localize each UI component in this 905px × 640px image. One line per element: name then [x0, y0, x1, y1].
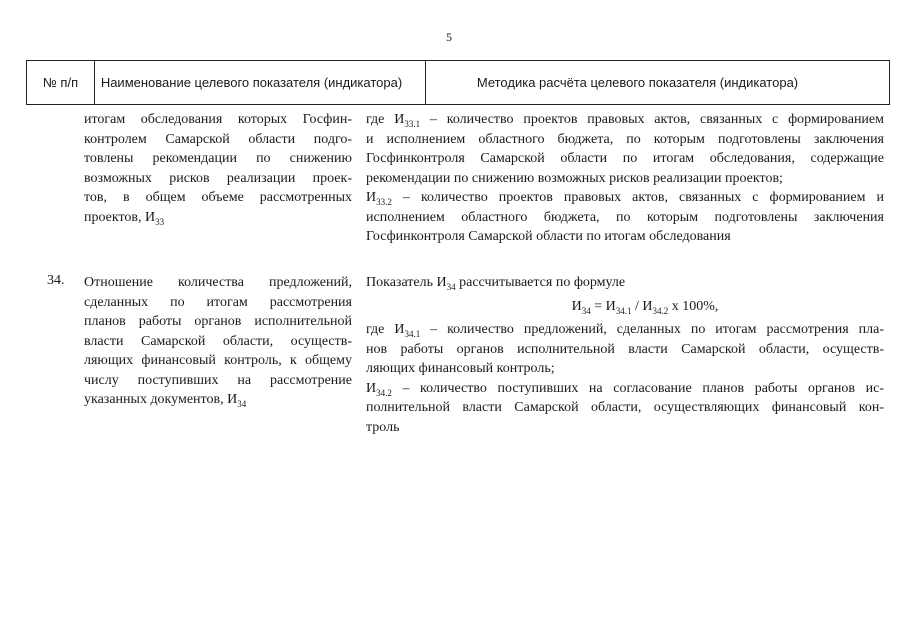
row34-method	[366, 273, 884, 437]
formula: $И_{34} = И_{34.1} / И_{34.2}$ х 100%,	[571, 298, 719, 316]
text-line: полнительной власти Самарской области, осуществляющих финансовый кон-	[366, 400, 884, 415]
text-line: товлены рекомендации по снижению	[84, 151, 352, 166]
text-line: Показатель $И_{34}$ рассчитывается по формуле	[366, 275, 626, 292]
header-col-indicator-name: Наименование целевого показателя (индикатора)	[78, 61, 426, 104]
text-line: итогам обследования которых Госфин-	[84, 112, 352, 127]
text-line: $И_{33.2}$ – количество проектов правовых актов, связанных с формированием и	[366, 190, 884, 207]
text-line: троль	[366, 419, 400, 435]
row34-indicator-name	[84, 273, 352, 410]
text-line: и исполнением областного бюджета, по которым подготовлены заключения	[366, 131, 884, 147]
text-line: власти Самарской области, осуществ-	[84, 333, 352, 349]
text-line: ляющих финансовый контроль, к общему	[84, 353, 352, 368]
header-col-number: № п/п	[27, 61, 95, 104]
text-line: Госфинконтроля Самарской области по итогам обследования	[366, 229, 731, 244]
text-line: нов работы органов исполнительной власти Самарской области, осуществ-	[366, 341, 884, 357]
page-number: 5	[446, 30, 452, 44]
text-line: рекомендации по снижению возможных рисков реализации проектов;	[366, 170, 783, 186]
text-line: проектов, $И_{33}$	[84, 209, 165, 227]
text-line: исполнением областного бюджета, по которым подготовлены заключения	[366, 209, 884, 225]
text-line: где $И_{33.1}$ – количество проектов правовых актов, связанных с формированием	[366, 112, 884, 129]
text-line: сделанных по итогам рассмотрения	[84, 294, 352, 310]
text-line: $И_{34.2}$ – количество поступивших на согласование планов работы органов ис-	[366, 380, 884, 398]
table-header	[26, 60, 890, 105]
text-line: тов, в общем объеме рассмотренных	[84, 190, 352, 205]
text-line: ляющих финансовый контроль;	[366, 361, 555, 376]
text-line: числу поступивших на рассмотрение	[84, 372, 352, 388]
row33-indicator-name	[84, 110, 352, 227]
header-col-method: Методика расчёта целевого показателя (индикатора)	[476, 74, 799, 90]
subscript: 34	[237, 398, 247, 409]
text-line: планов работы органов исполнительной	[84, 314, 352, 329]
subscript: 33	[155, 216, 165, 227]
text-line: Отношение количества предложений,	[84, 275, 352, 290]
row33-method	[366, 110, 884, 247]
text-line: где $И_{34.1}$ – количество предложений, сделанных по итогам рассмотрения пла-	[366, 322, 884, 339]
text-line: возможных рисков реализации проек-	[84, 170, 352, 186]
row34-number: 34.	[47, 273, 65, 288]
text-line: контролем Самарской области подго-	[84, 131, 352, 147]
text-line: Госфинконтроля Самарской области по итогам обследования, содержащие	[366, 151, 884, 166]
text-line: указанных документов, $И_{34}$	[84, 392, 247, 409]
